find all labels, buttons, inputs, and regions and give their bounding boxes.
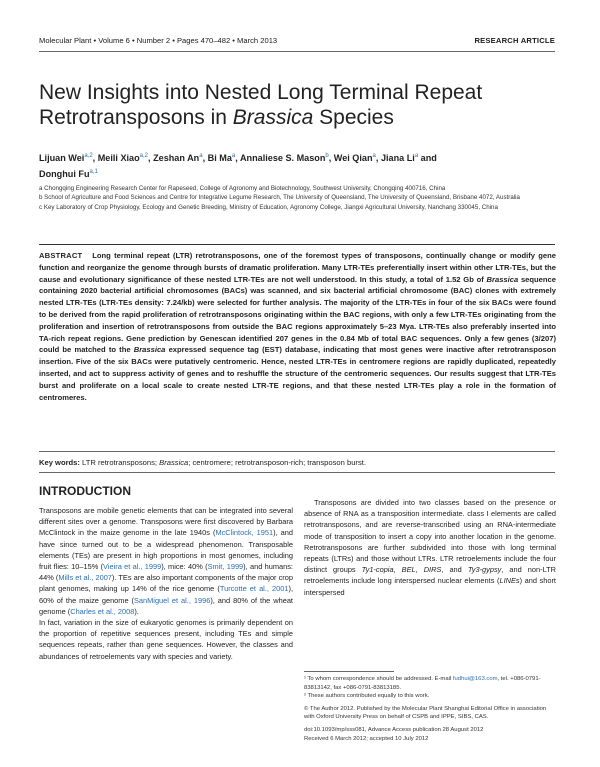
abstract-label: ABSTRACT — [39, 251, 83, 260]
intro-paragraph-2: In fact, variation in the size of eukaryotic genomes is primarily dependent on the proportion of repetitive sequences present, including TEs and simple sequences repeats, rather than gene sequences. However, the classes and abundances of retroelements vary with species and variety. — [39, 618, 293, 661]
keywords: Key words: LTR retrotransposons; Brassica; centromere; retrotransposon-rich; transposon burst. — [39, 458, 366, 467]
author-list — [39, 149, 529, 181]
footnote-equal-contribution: ² These authors contributed equally to this work. — [304, 693, 430, 700]
author: Donghui Fu$^{a,1}$ — [39, 169, 98, 180]
author: Wei Qian$^a$, — [333, 153, 381, 164]
keywords-rule — [39, 451, 555, 452]
citation-link[interactable]: SanMiguel et al., 1996 — [134, 595, 211, 605]
author: Meili Xiao$^{a,2}$, — [97, 153, 154, 164]
body-column-right — [304, 497, 556, 598]
keywords-bottom-rule — [39, 472, 555, 473]
article-title — [39, 80, 539, 130]
title-genus: Brassica — [232, 106, 314, 129]
intro-paragraph-1: Transposons are mobile genetic elements that can be integrated into several different sites over a genome. Transposons were first discovered by Barbara McClintock in the maize genome in the late 1940s (McClintock, 1951), and have since turned out to be a widespread phenomenon. Transposable elements (TEs) are present in high proportions in most genomes, including fruit flies: 10–15% (Vieira et al., 1999), mice: 40% (Smit, 1999), and humans: 44% (Mills et al., 2007). TEs are also important components of the major crop plant genomes, making up 14% of the rice genome (Turcotte et al., 2001), 60% of the maize genome (SanMiguel et al., 1996), and 80% of the wheat genome (Charles et al., 2008). — [39, 506, 294, 616]
author: Lijuan Wei$^{a,2}$, — [39, 153, 98, 164]
affiliation-a: a Chongqing Engineering Research Center for Rapeseed, College of Agronomy and Biotechnology, Southwest University, Chongqing 400716, China — [39, 185, 446, 192]
body-column-left — [39, 505, 293, 662]
citation-link[interactable]: McClintock, 1951 — [215, 528, 274, 538]
running-header — [39, 36, 555, 48]
received-line: Received 6 March 2012; accepted 10 July 2012 — [304, 735, 429, 742]
footnote-rule — [304, 671, 394, 672]
citation-link[interactable]: Mills et al., 2007 — [58, 573, 112, 583]
article-type-label: RESEARCH ARTICLE — [474, 36, 555, 45]
email-link[interactable]: fudhui@163.com — [452, 676, 498, 682]
abstract-top-rule — [39, 244, 555, 245]
author: Jiana Li$^a$ and — [380, 153, 437, 164]
citation-link[interactable]: Vieira et al., 1999 — [103, 562, 162, 572]
citation-link[interactable]: Charles et al., 2008 — [70, 606, 135, 616]
affiliations — [39, 184, 557, 212]
intro-paragraph-3: Transposons are divided into two classes based on the presence or absence of RNA as a transposition intermediate. class I elements are called retrotransposons, and are reverse-transcribed using an RNA-intermediate mode of transposition to insert a copy into another location in the genome. Retrotransposons are further subdivided into those with long terminal repeats (LTRs) and those without LTRs. LTR retroelements include the four distinct groups Ty1-copia, BEL, DIRS, and Ty3-gypsy, and non-LTR retroelements include long interspersed nuclear elements (LINEs) and short interspersed — [304, 498, 556, 597]
copyright-notice: © The Author 2012. Published by the Molecular Plant Shanghai Editorial Office in association with Oxford University Press on behalf of CSPB and IPPE, SIBS, CAS. — [304, 705, 547, 721]
title-line-1: New Insights into Nested Long Terminal Repeat — [39, 81, 483, 104]
author: Zeshan An$^a$, — [153, 153, 208, 164]
title-line-2: Retrotransposons in — [39, 106, 233, 129]
section-heading-introduction: INTRODUCTION — [39, 484, 131, 498]
doi-line: doi:10.1093/mp/sss081, Advance Access publication 28 August 2012 — [304, 726, 484, 733]
keywords-label: Key words: — [39, 458, 80, 467]
affiliation-b: b School of Agriculture and Food Sciences and Centre for Integrative Legume Research, The University of Queensland, The University of Queensland, Brisbane 4072, Australia — [39, 194, 520, 202]
citation-link[interactable]: Smit, 1999 — [207, 562, 244, 572]
footnote-correspondence: ¹ To whom correspondence should be addressed. E-mail fudhui@163.com, tel. +086-0791-83813142, fax +086-0791-83813185. — [304, 676, 541, 691]
author: Annaliese S. Mason$^b$, — [239, 153, 334, 164]
footnotes — [304, 675, 556, 743]
journal-citation: Molecular Plant • Volume 6 • Number 2 • Pages 470–482 • March 2013 — [39, 36, 278, 45]
header-rule — [39, 51, 555, 52]
affiliation-c: c Key Laboratory of Crop Physiology, Ecology and Genetic Breeding, Ministry of Education, Agronomy College, Jiangxi Agricultural University, Nanchang 330045, China — [39, 203, 498, 211]
citation-link[interactable]: Turcotte et al., 2001 — [219, 584, 289, 594]
author: Bi Ma$^a$, — [207, 153, 240, 164]
abstract: ABSTRACT Long terminal repeat (LTR) retrotransposons, one of the foremost types of transposons, continually change or modify gene function and reorganize the genome through bursts of dramatic proliferation. Many LTR-TEs preferentially insert within other LTR-TEs, but the cause and evolutionary significance of these nested LTR-TEs are not well understood. In this study, a total of 1.52 Gb of Brassica sequence containing 2020 bacterial artificial chromosomes (BACs) was scanned, and six bacterial artificial chromosome (BAC) clones with extremely nested LTR-TEs (LTR-TEs density: 7.24/kb) were selected for further analysis. The majority of the LTR-TEs in four of the six BACs were found to be derived from the rapid proliferation of retrotransposons originating within the BAC regions, with only a few LTR-TEs originating from the proliferation and insertion of retrotransposons from outside the BAC regions approximately 5–23 Mya. LTR-TEs also preferably inserted into TA-rich repeat regions. Gene prediction by Genescan identified 207 genes in the 0.84 Mb of total BAC sequences. Only a few genes (3/207) could be matched to the Brassica expressed sequence tag (EST) database, indicating that most genes were inactive after retrotransposon insertion. Five of the six BACs were putatively centromeric. Hence, nested LTR-TEs in centromere regions are rapidly duplicated, repeatedly inserted, and act to suppress activity of genes and to reshuffle the structure of the centromeric sequences. Our results suggest that LTR-TEs burst and proliferate on a local scale to create nested LTR-TE regions, and that these nested LTR-TEs play a role in the formation of centromeres. — [39, 251, 556, 402]
title-line-2-end: Species — [313, 106, 394, 129]
